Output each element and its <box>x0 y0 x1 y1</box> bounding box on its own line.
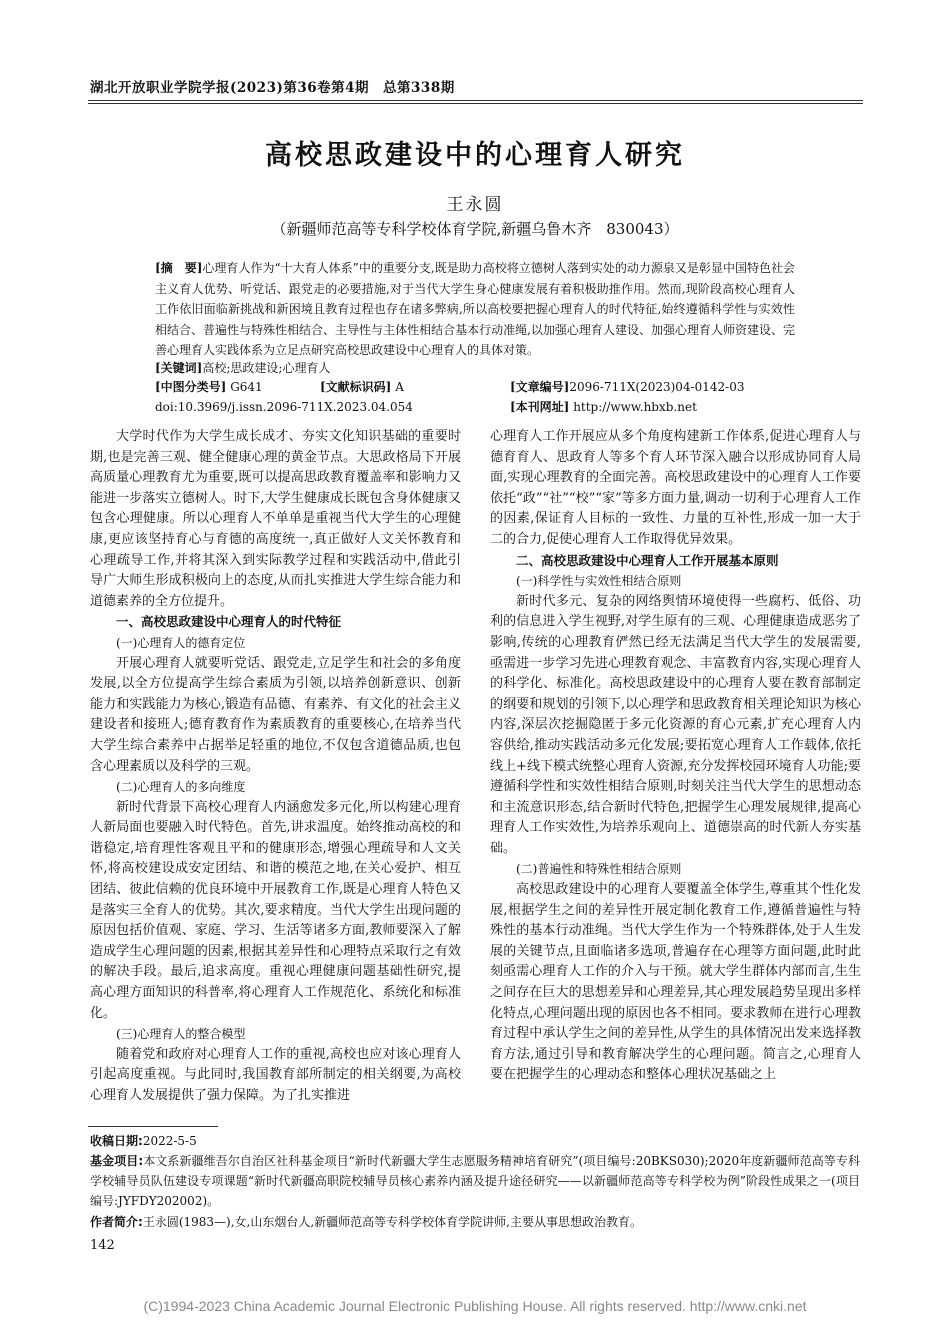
journal-website <box>510 397 697 417</box>
doccode-text: A <box>395 380 404 394</box>
body-paragraph: 开展心理育人就要听党话、跟党走,立足学生和社会的多角度发展,以全方位提高学生综合素质为引领,以培养创新意识、创新能力和实践能力为核心,锻造有品德、有素养、有文化的社会主义建设者和接班人;德育教育作为素质教育的重要核心,在培养当代大学生综合素养中占据举足轻重的地位,不仅包含道德品质,也包含心理素质以及科学的三观。 <box>90 655 461 774</box>
right-column <box>490 427 861 1086</box>
articleno-text: 2096-711X(2023)04-0142-03 <box>569 380 745 394</box>
body-paragraph: 随着党和政府对心理育人工作的重视,高校也应对该心理育人引起高度重视。与此同时,我国教育部所制定的相关纲要,为高校心理育人发展提供了强力保障。为了扎实推进 <box>90 1046 461 1103</box>
keywords-text: 高校;思政建设;心理育人 <box>202 361 331 375</box>
author-name: 王永圆 <box>446 195 504 215</box>
author-affiliation: （新疆师范高等专科学校体育学院,新疆乌鲁木齐 830043） <box>271 220 679 238</box>
website-text: http://www.hbxb.net <box>573 400 697 414</box>
body-paragraph: 高校思政建设中的心理育人要覆盖全体学生,尊重其个性化发展,根据学生之间的差异性开展定制化教育工作,遵循普遍性与特殊性的基本行动准绳。当代大学生作为一个特殊群体,处于人生发展的关键节点,且面临诸多选项,普遍存在心理等方面问题,此时此刻亟需心理育人工作的介入与干预。就大学生群体内部而言,生生之间存在巨大的思想差异和心理差异,其心理发展趋势呈现出多样化特点,心理问题出现的原因也各不相同。要求教师在进行心理教育过程中承认学生之间的差异性,从学生的具体情况出发来选择教育方法,通过引导和教育解决学生的心理问题。简言之,心理育人要在把握学生的心理动态和整体心理状况基础之上 <box>490 882 861 1083</box>
abstract <box>155 258 795 361</box>
subsection-heading: (一)心理育人的德育定位 <box>116 635 246 650</box>
fund-label: 基金项目: <box>90 1154 144 1168</box>
article-number <box>510 377 745 397</box>
clc-label: [中图分类号] <box>155 380 227 394</box>
abstract-text: 心理育人作为“十大育人体系”中的重要分支,既是助力高校将立德树人落到实处的动力源泉又是彰显中国特色社会主义育人优势、听党话、跟党走的必要措施,对于当代大学生身心健康发展有着积极助推作用。然而,现阶段高校心理育人工作依旧面临新挑战和新困境且教育过程也存在诸多弊病,所以高校要把握心理育人的时代特征,始终遵循科学性与实效性相结合、普遍性与特殊性相结合、主导性与主体性相结合基本行动准绳,以加强心理育人建设、加强心理育人师资建设、完善心理育人实践体系为立足点研究高校思政建设中心理育人的具体对策。 <box>155 261 796 357</box>
received-date <box>90 1131 860 1151</box>
paper-title: 高校思政建设中的心理育人研究 <box>265 140 685 171</box>
keywords <box>155 358 330 378</box>
fund-info <box>90 1151 860 1211</box>
body-paragraph: 新时代背景下高校心理育人内涵愈发多元化,所以构建心理育人新局面也要融入时代特色。首先,讲求温度。始终推动高校的和谐稳定,培育理性客观且平和的健康形态,增强心理疏导和人文关怀,将高校建设成安定团结、和谐的模范之地,在关心爱护、相互团结、彼此信赖的优良环境中开展教育工作,既是心理育人特色又是落实三全育人的优势。其次,要求精度。当代大学生出现问题的原因包括价值观、家庭、学习、生活等诸多方面,教师要深入了解造成学生心理问题的因素,根据其差异性和心理特点采取行之有效的解决手段。最后,追求高度。重视心理健康问题基础性研究,提高心理方面知识的科普率,将心理育人工作规范化、系统化和标准化。 <box>90 799 461 1021</box>
document-code <box>320 377 404 397</box>
keywords-label: [关键词] <box>155 361 203 375</box>
bio-label: 作者简介: <box>90 1215 143 1229</box>
doi: doi:10.3969/j.issn.2096-711X.2023.04.054 <box>155 400 413 414</box>
subsection-heading: (三)心理育人的整合模型 <box>116 1027 246 1042</box>
section-heading: 一、高校思政建设中心理育人的时代特征 <box>116 614 342 630</box>
section-heading: 二、高校思政建设中心理育人工作开展基本原则 <box>516 552 779 568</box>
header-rule-2 <box>88 103 863 104</box>
received-text: 2022-5-5 <box>142 1134 197 1148</box>
journal-header: 湖北开放职业学院学报(2023)第36卷第4期 总第338期 <box>90 80 455 96</box>
subsection-heading: (二)普遍性和特殊性相结合原则 <box>516 862 682 877</box>
fund-text: 本文系新疆维吾尔自治区社科基金项目“新时代新疆大学生志愿服务精神培育研究”(项目编号:20BKS030);2020年度新疆师范高等专科学校辅导员队伍建设专项课题“新时代新疆高职院校辅导员核心素养内涵及提升途径研究——以新疆师范高等专科学校为例”阶段性成果之一(项目编号:JYFDY202002)。 <box>90 1154 860 1208</box>
bio-text: 王永圆(1983—),女,山东烟台人,新疆师范高等专科学校体育学院讲师,主要从事思想政治教育。 <box>142 1215 642 1229</box>
subsection-heading: (二)心理育人的多向维度 <box>116 780 246 795</box>
copyright-notice: (C)1994-2023 China Academic Journal Electronic Publishing House. All rights reserved. http://www.cnki.net <box>143 1298 807 1314</box>
body-paragraph: 大学时代作为大学生成长成才、夯实文化知识基础的重要时期,也是完善三观、健全健康心理的黄金节点。大思政格局下开展高质量心理教育尤为重要,既可以提高思政教育覆盖率和影响力又能进一步落实立德树人。时下,大学生健康成长既包含身体健康又包含心理健康。所以心理育人不单单是重视当代大学生的心理健康,更应该坚持育心与育德的高度统一,真正做好人文关怀教育和心理疏导工作,并将其深入到实际教学过程和实践活动中,借此引导广大师生形成积极向上的态度,从而扎实推进大学生综合能力和道德素养的全方位提升。 <box>90 429 461 609</box>
footnote-rule <box>88 1126 218 1127</box>
doccode-label: [文献标识码] <box>320 380 392 394</box>
website-label: [本刊网址] <box>510 400 570 414</box>
clc-text: G641 <box>230 380 263 394</box>
abstract-label: [摘 要] <box>155 261 203 275</box>
author-bio <box>90 1212 860 1232</box>
left-column <box>90 427 461 1107</box>
articleno-label: [文章编号] <box>510 380 570 394</box>
body-paragraph: 心理育人工作开展应从多个角度构建新工作体系,促进心理育人与德育育人、思政育人等多个育人环节深入融合以形成协同育人局面,实现心理教育的全面完善。高校思政建设中的心理育人工作要依托“政”“社”“校”“家”等多方面力量,调动一切利于心理育人工作的因素,保证育人目标的一致性、力量的互补性,形成一加一大于二的合力,促使心理育人工作取得优异效果。 <box>490 429 861 547</box>
page-number: 142 <box>90 1238 115 1253</box>
subsection-heading: (一)科学性与实效性相结合原则 <box>516 574 682 589</box>
clc-number <box>155 377 263 397</box>
body-paragraph: 新时代多元、复杂的网络舆情环境使得一些腐朽、低俗、功利的信息进入学生视野,对学生原有的三观、心理健康造成恶劣了影响,传统的心理教育俨然已经无法满足当代大学生的发展需要,亟需进一步学习先进心理教育观念、丰富教育内容,实现心理育人的科学化、标准化。高校思政建设中的心理育人要在教育部制定的纲要和规划的引领下,以心理学和思政教育相关理论知识为核心内容,深层次挖掘隐匿于多元化资源的育心元素,扩充心理育人内容供给,推动实践活动多元化发展;要拓宽心理育人工作载体,依托线上+线下模式统整心理育人资源,充分发挥校园环境育人功能;要遵循科学性和实效性相结合原则,时刻关注当代大学生的思想动态和主流意识形态,结合新时代特色,把握学生心理发展规律,提高心理育人工作实效性,为培养乐观向上、道德崇高的时代新人夯实基础。 <box>490 593 861 856</box>
received-label: 收稿日期: <box>90 1134 143 1148</box>
header-rule <box>88 100 863 101</box>
